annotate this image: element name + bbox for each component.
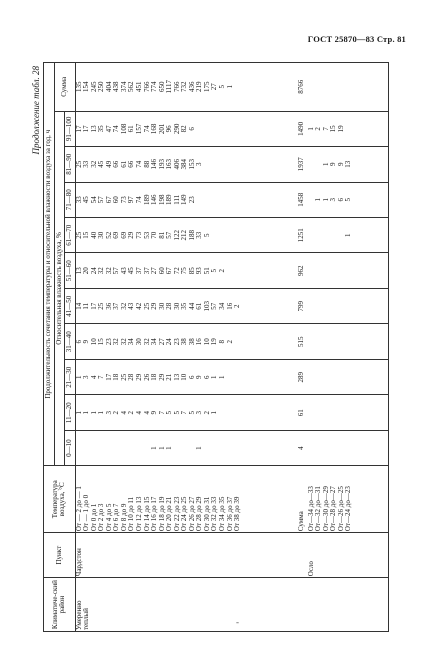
sum-label: Сумма <box>298 466 308 533</box>
data-column <box>308 430 389 465</box>
data-column: 1 1 3 6 5 <box>308 182 389 217</box>
table-row <box>308 63 389 632</box>
data-column: 14 11 17 25 36 37 32 43 42 25 29 30 28 30 35 44 61 103 57 34 16 2 <box>75 288 298 323</box>
header-temperature: Температура воздуха, °С <box>44 466 76 533</box>
sum-cell: 962 <box>298 253 308 288</box>
sum-cell: 515 <box>298 324 308 359</box>
data-column: 25 15 40 30 52 69 69 29 73 53 70 81 57 122 212 188 33 5 <box>75 218 298 253</box>
sum-cell: 289 <box>298 359 308 394</box>
header-humidity-col: 91—100 <box>65 111 76 146</box>
data-column: 1 2 7 15 19 <box>308 111 389 146</box>
table-row-sum <box>298 63 308 632</box>
region-cell: Умеренно теплый <box>75 578 298 632</box>
header-humidity-col: 11—20 <box>65 395 76 430</box>
sum-cell: 1490 <box>298 111 308 146</box>
data-column: 17 17 13 35 47 74 108 61 157 74 168 201 96 290 82 6 <box>75 111 298 146</box>
data-column: 6 9 10 15 23 32 32 34 30 32 34 27 24 23 38 38 16 10 19 8 2 <box>75 324 298 359</box>
point-cell: Осло <box>308 533 389 578</box>
header-humidity-col: 51—60 <box>65 253 76 288</box>
header-sum: Сумма <box>54 63 75 112</box>
data-column: 25 33 32 45 49 66 61 66 74 88 146 193 163 406 384 153 3 <box>75 147 298 182</box>
table-continuation-label: Продолжение табл. 28 <box>31 66 41 155</box>
data-column: 1 1 1 1 <box>75 430 298 465</box>
data-column: 135 154 245 250 404 438 374 562 451 766 774 650 1117 766 732 436 219 175 27 5 1 <box>75 63 298 112</box>
data-column: 1 1 1 1 3 2 4 2 4 4 9 7 5 5 7 5 3 2 1 <box>75 395 298 430</box>
table-row <box>75 63 298 632</box>
data-column <box>308 288 389 323</box>
sum-cell: 4 <box>298 430 308 465</box>
temperature-list: От—34 до—33 От—32 до—31 От—30 до—29 От—28 до—27 От—26 до—25 От—24 до—23 <box>308 466 389 533</box>
header-region: Климатиче-ский район <box>44 578 76 632</box>
rotated-page-content <box>31 62 391 632</box>
data-column: 1 9 9 13 <box>308 147 389 182</box>
footer-mark: - <box>236 617 239 627</box>
sum-cell: 1251 <box>298 218 308 253</box>
sum-cell: 1458 <box>298 182 308 217</box>
header-humidity-col: 21—30 <box>65 359 76 394</box>
sum-cell: 1937 <box>298 147 308 182</box>
header-humidity-col: 41—50 <box>65 288 76 323</box>
sum-cell: 61 <box>298 395 308 430</box>
data-column <box>308 253 389 288</box>
header-humidity-col: 61—70 <box>65 218 76 253</box>
header-humidity-col: 71—80 <box>65 182 76 217</box>
header-point: Пункт <box>44 533 76 578</box>
data-column <box>308 395 389 430</box>
header-duration-group: Продолжительность сочетания температуры и относительной влажности воздуха за год, ч <box>44 63 55 466</box>
header-humidity-col: 31—40 <box>65 324 76 359</box>
data-column: 1 <box>308 218 389 253</box>
data-column <box>308 324 389 359</box>
page-header: ГОСТ 25870—83 Стр. 81 <box>307 34 406 44</box>
temperature-list: От — 2 до — 1 От — 1 до 0 От 0 до 1 От 2 до 3 От 4 до 5 От 6 до 7 От 8 до 9 От 10 до 11 От 12 до 13 От 14 до 15 От 16 до 17 От 18 до 19 От 20 до 21 От 22 до 23 От 24 до 25 От 26 до 27 От 28 до 29 От 30 до 31 От 32 до 33 От 34 до 35 От 36 до 37 От 38 до 39 <box>75 466 298 533</box>
data-column <box>308 359 389 394</box>
sum-cell: 8766 <box>298 63 308 112</box>
header-humidity-col: 0—10 <box>65 430 76 465</box>
data-column: 1 3 4 7 17 18 25 28 29 26 18 29 21 13 10 6 9 6 1 1 <box>75 359 298 394</box>
sum-cell: 799 <box>298 288 308 323</box>
data-column: 33 45 54 57 67 60 73 97 74 189 146 198 189 111 149 23 <box>75 182 298 217</box>
header-humidity-col: 81—90 <box>65 147 76 182</box>
point-cell: Чардстон <box>75 533 298 578</box>
data-column: 13 20 24 32 32 57 43 45 37 37 27 60 67 72 75 85 93 51 5 2 <box>75 253 298 288</box>
header-humidity-group: Относительная влажность воздуха, % <box>54 111 65 466</box>
climate-table <box>43 62 389 632</box>
